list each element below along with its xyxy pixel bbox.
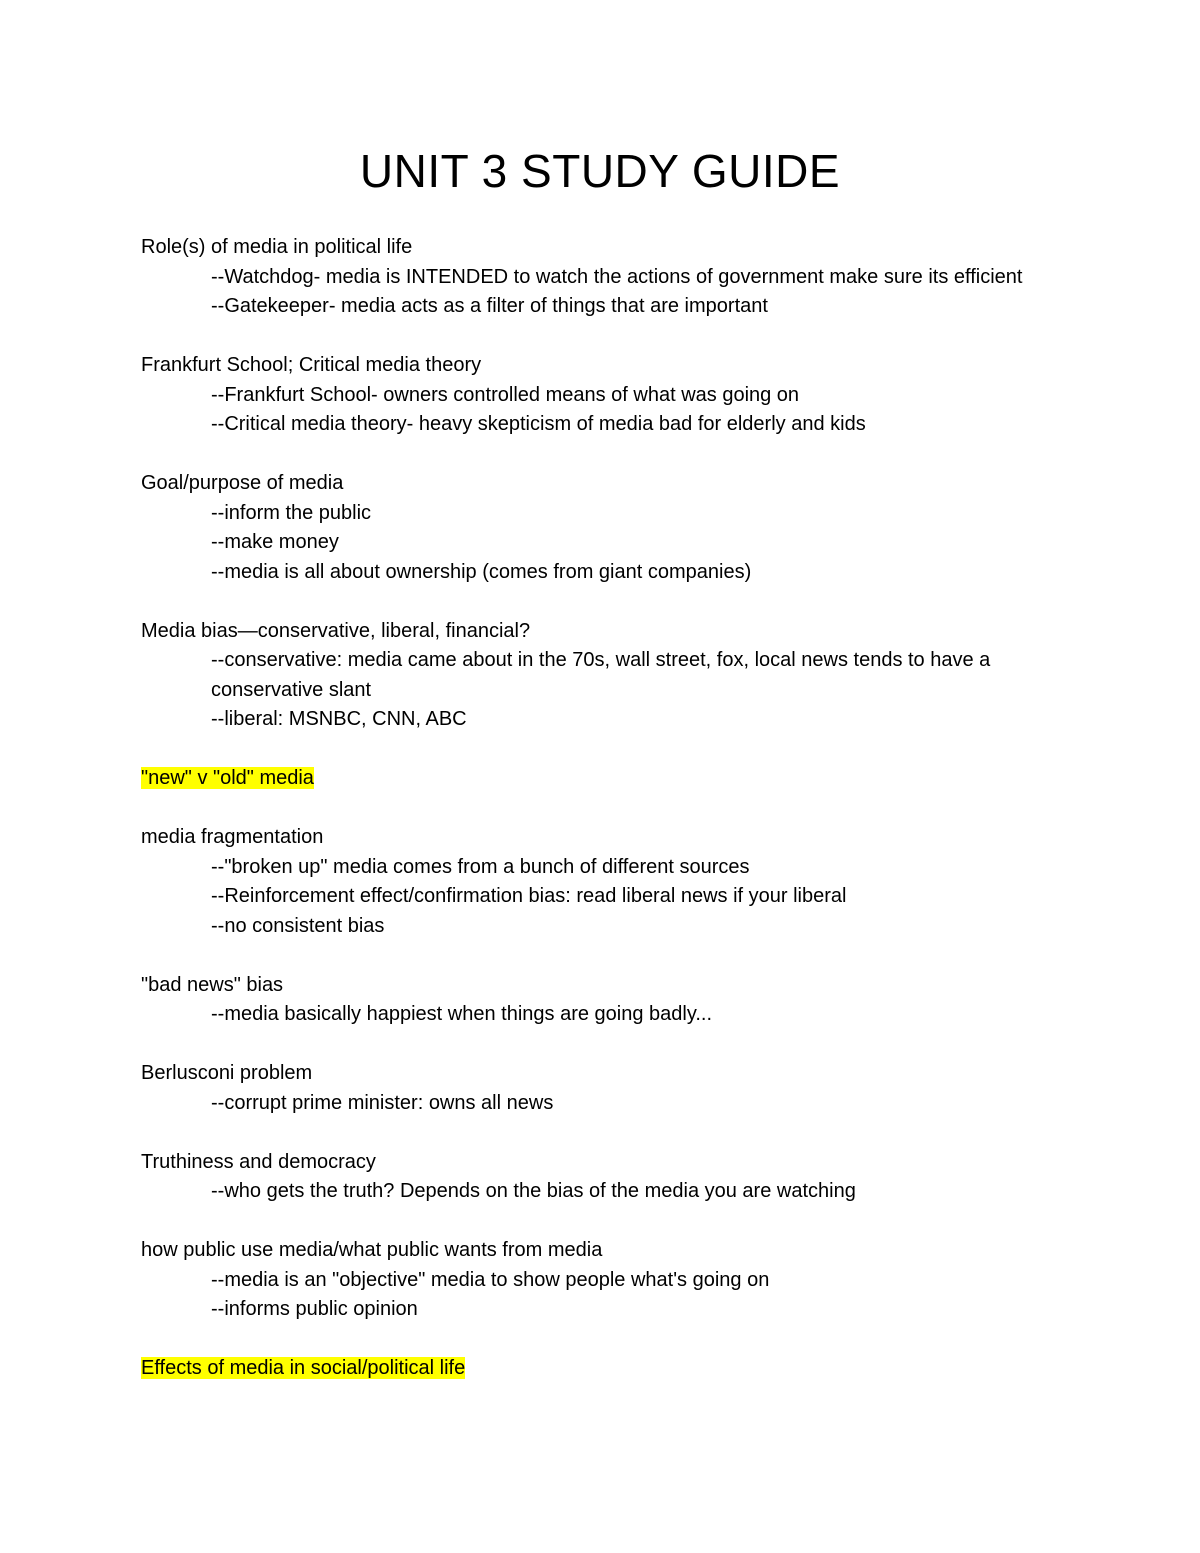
section-frankfurt-school — [141, 351, 1071, 440]
section-heading: Media bias—conservative, liberal, financial? — [141, 619, 531, 642]
section-new-vs-old-media — [141, 764, 1071, 794]
section-item: --no consistent bias — [211, 914, 385, 937]
section-item: --make money — [211, 531, 339, 553]
section-goal-of-media — [141, 469, 1071, 587]
section-item: --media is all about ownership (comes from giant companies) — [211, 560, 752, 583]
section-bad-news-bias — [141, 971, 1071, 1030]
section-heading-highlighted — [141, 764, 1071, 794]
section-heading: Role(s) of media in political life — [141, 236, 413, 258]
section-heading: how public use media/what public wants from media — [141, 1239, 603, 1261]
section-item: --inform the public — [211, 501, 372, 524]
section-heading-highlighted — [141, 1354, 1071, 1384]
section-item: --Critical media theory- heavy skepticism of media bad for elderly and kids — [211, 413, 866, 435]
section-heading: Goal/purpose of media — [141, 472, 344, 494]
section-truthiness — [141, 1148, 1071, 1207]
section-heading: "bad news" bias — [141, 973, 284, 996]
section-media-fragmentation — [141, 823, 1071, 941]
highlighted-text: Effects of media in social/political life — [141, 1357, 466, 1379]
section-item: --Watchdog- media is INTENDED to watch the actions of government make sure its efficient — [211, 265, 1023, 288]
section-heading: Berlusconi problem — [141, 1062, 313, 1084]
section-media-bias — [141, 617, 1071, 735]
section-heading: Frankfurt School; Critical media theory — [141, 354, 482, 376]
section-item: --Reinforcement effect/confirmation bias: read liberal news if your liberal — [211, 885, 847, 907]
document-body — [141, 233, 1071, 1413]
section-item: --media basically happiest when things are going badly... — [211, 1003, 713, 1025]
section-effects-of-media — [141, 1354, 1071, 1384]
section-item: --"broken up" media comes from a bunch of different sources — [211, 855, 750, 878]
section-item: --conservative: media came about in the 70s, wall street, fox, local news tends to have a conservative slant — [211, 649, 991, 701]
section-item: --media is an "objective" media to show people what's going on — [211, 1268, 770, 1291]
section-berlusconi-problem — [141, 1059, 1071, 1118]
section-item: --Frankfurt School- owners controlled means of what was going on — [211, 383, 800, 406]
section-item: --informs public opinion — [211, 1298, 418, 1320]
highlighted-text: "new" v "old" media — [141, 767, 314, 789]
section-item: --liberal: MSNBC, CNN, ABC — [211, 708, 467, 730]
section-item: --Gatekeeper- media acts as a filter of things that are important — [211, 295, 768, 317]
document-title: UNIT 3 STUDY GUIDE — [359, 145, 841, 197]
section-roles-of-media — [141, 233, 1071, 322]
section-heading: media fragmentation — [141, 826, 324, 848]
section-public-use-of-media — [141, 1236, 1071, 1325]
section-item: --who gets the truth? Depends on the bias of the media you are watching — [211, 1180, 856, 1202]
section-heading: Truthiness and democracy — [141, 1150, 376, 1173]
section-item: --corrupt prime minister: owns all news — [211, 1091, 554, 1114]
